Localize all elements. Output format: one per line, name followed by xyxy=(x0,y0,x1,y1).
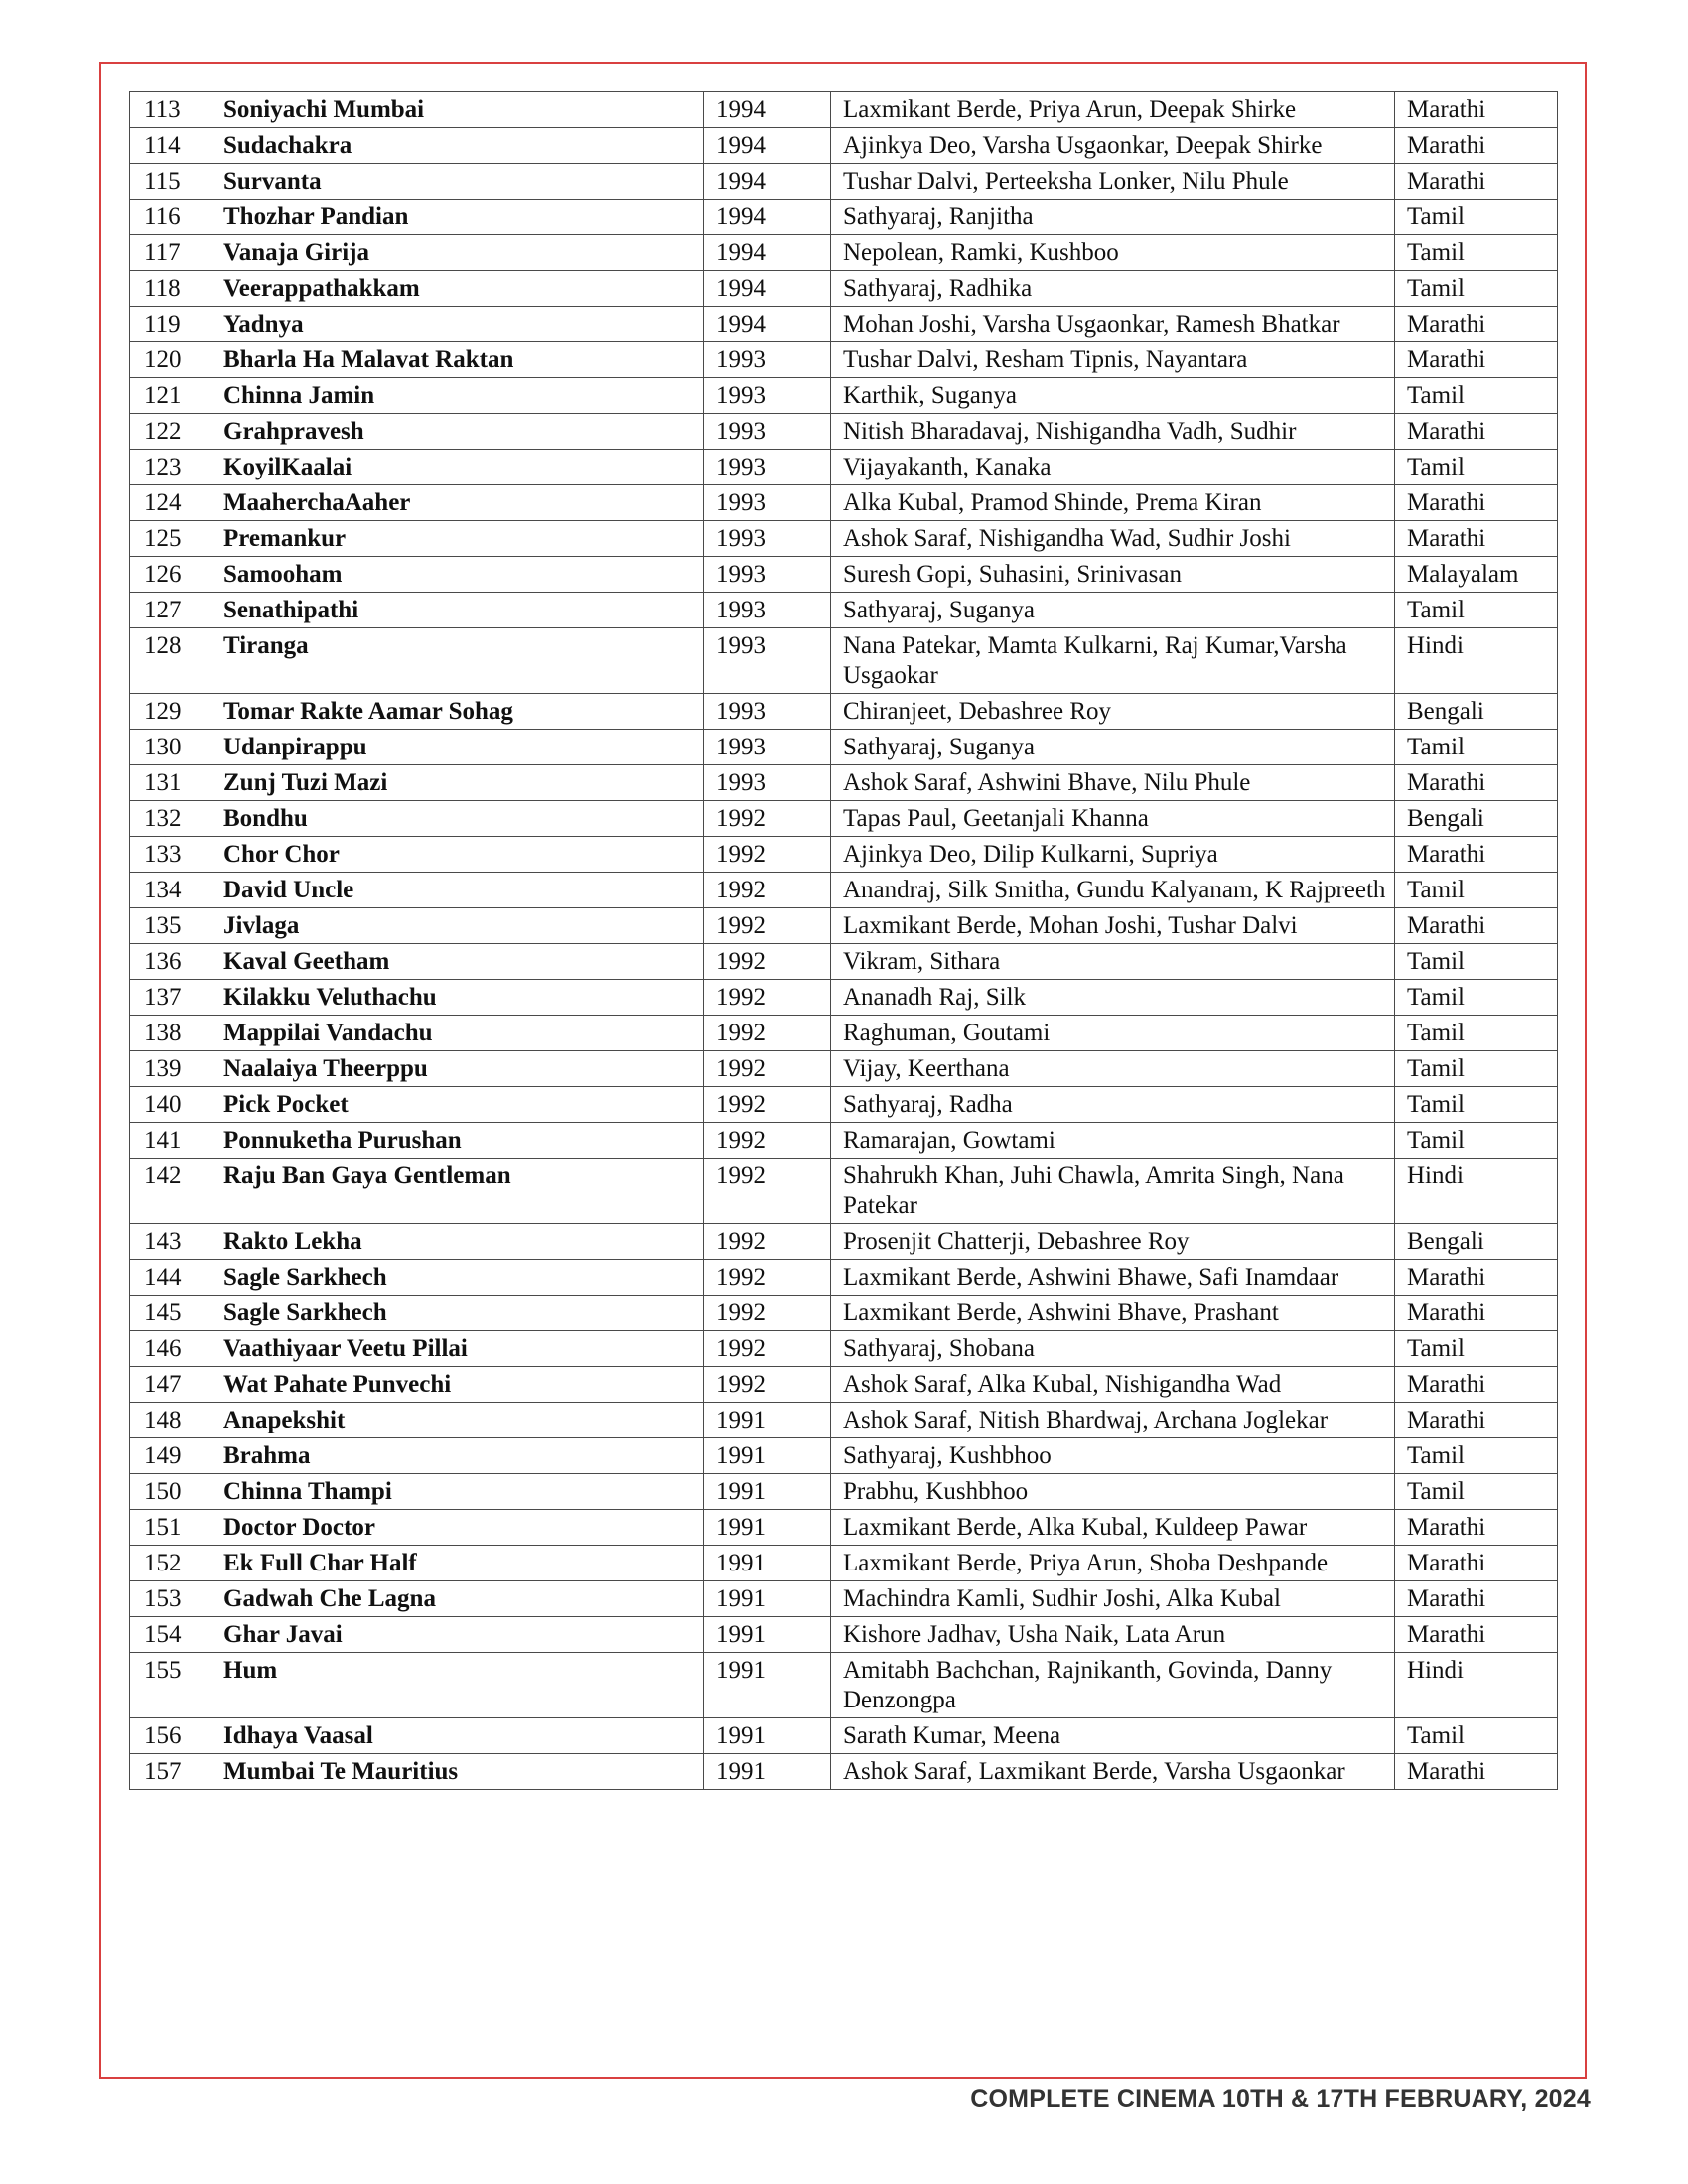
table-row xyxy=(130,1617,1558,1653)
cast-cell: Vijay, Keerthana xyxy=(831,1051,1395,1087)
cast-cell: Ashok Saraf, Nishigandha Wad, Sudhir Joshi xyxy=(831,521,1395,557)
table-row xyxy=(130,200,1558,235)
table-row xyxy=(130,1546,1558,1581)
serial-number-cell: 146 xyxy=(130,1331,211,1367)
language-cell: Tamil xyxy=(1395,980,1558,1016)
serial-number-cell: 154 xyxy=(130,1617,211,1653)
serial-number-cell: 147 xyxy=(130,1367,211,1403)
language-cell: Tamil xyxy=(1395,944,1558,980)
cast-cell: Kishore Jadhav, Usha Naik, Lata Arun xyxy=(831,1617,1395,1653)
serial-number-cell: 117 xyxy=(130,235,211,271)
release-year-cell: 1992 xyxy=(704,980,831,1016)
cast-cell: Machindra Kamli, Sudhir Joshi, Alka Kubal xyxy=(831,1581,1395,1617)
cast-cell: Sathyaraj, Suganya xyxy=(831,593,1395,628)
film-list-body xyxy=(130,92,1558,1790)
language-cell: Bengali xyxy=(1395,801,1558,837)
cast-cell: Sathyaraj, Shobana xyxy=(831,1331,1395,1367)
table-row xyxy=(130,92,1558,128)
table-row xyxy=(130,593,1558,628)
film-title-cell: Jivlaga xyxy=(211,908,704,944)
release-year-cell: 1992 xyxy=(704,908,831,944)
release-year-cell: 1992 xyxy=(704,1296,831,1331)
cast-cell: Laxmikant Berde, Priya Arun, Deepak Shirke xyxy=(831,92,1395,128)
language-cell: Tamil xyxy=(1395,271,1558,307)
language-cell: Hindi xyxy=(1395,1653,1558,1718)
language-cell: Tamil xyxy=(1395,1718,1558,1754)
table-row xyxy=(130,307,1558,342)
film-title-cell: Rakto Lekha xyxy=(211,1224,704,1260)
table-row xyxy=(130,128,1558,164)
cast-cell: Chiranjeet, Debashree Roy xyxy=(831,694,1395,730)
cast-cell: Prosenjit Chatterji, Debashree Roy xyxy=(831,1224,1395,1260)
language-cell: Marathi xyxy=(1395,164,1558,200)
table-row xyxy=(130,1123,1558,1159)
table-row xyxy=(130,1581,1558,1617)
release-year-cell: 1994 xyxy=(704,307,831,342)
language-cell: Marathi xyxy=(1395,1367,1558,1403)
table-row xyxy=(130,1510,1558,1546)
film-title-cell: Ghar Javai xyxy=(211,1617,704,1653)
cast-cell: Prabhu, Kushbhoo xyxy=(831,1474,1395,1510)
cast-cell: Laxmikant Berde, Mohan Joshi, Tushar Dalvi xyxy=(831,908,1395,944)
film-title-cell: Survanta xyxy=(211,164,704,200)
language-cell: Tamil xyxy=(1395,730,1558,765)
serial-number-cell: 140 xyxy=(130,1087,211,1123)
table-row xyxy=(130,1718,1558,1754)
cast-cell: Ananadh Raj, Silk xyxy=(831,980,1395,1016)
film-title-cell: Tiranga xyxy=(211,628,704,694)
serial-number-cell: 129 xyxy=(130,694,211,730)
serial-number-cell: 132 xyxy=(130,801,211,837)
serial-number-cell: 122 xyxy=(130,414,211,450)
publication-footer: COMPLETE CINEMA 10TH & 17TH FEBRUARY, 2024 xyxy=(970,2085,1591,2113)
cast-cell: Amitabh Bachchan, Rajnikanth, Govinda, Danny Denzongpa xyxy=(831,1653,1395,1718)
cast-cell: Sarath Kumar, Meena xyxy=(831,1718,1395,1754)
language-cell: Tamil xyxy=(1395,200,1558,235)
language-cell: Tamil xyxy=(1395,235,1558,271)
table-row xyxy=(130,164,1558,200)
serial-number-cell: 139 xyxy=(130,1051,211,1087)
cast-cell: Raghuman, Goutami xyxy=(831,1016,1395,1051)
cast-cell: Alka Kubal, Pramod Shinde, Prema Kiran xyxy=(831,485,1395,521)
serial-number-cell: 125 xyxy=(130,521,211,557)
table-row xyxy=(130,378,1558,414)
language-cell: Hindi xyxy=(1395,1159,1558,1224)
film-title-cell: Kaval Geetham xyxy=(211,944,704,980)
serial-number-cell: 130 xyxy=(130,730,211,765)
release-year-cell: 1993 xyxy=(704,521,831,557)
table-row xyxy=(130,1260,1558,1296)
film-list-table xyxy=(129,91,1558,1790)
serial-number-cell: 150 xyxy=(130,1474,211,1510)
serial-number-cell: 153 xyxy=(130,1581,211,1617)
serial-number-cell: 127 xyxy=(130,593,211,628)
serial-number-cell: 145 xyxy=(130,1296,211,1331)
table-row xyxy=(130,521,1558,557)
serial-number-cell: 151 xyxy=(130,1510,211,1546)
table-row xyxy=(130,271,1558,307)
cast-cell: Tushar Dalvi, Perteeksha Lonker, Nilu Phule xyxy=(831,164,1395,200)
cast-cell: Nana Patekar, Mamta Kulkarni, Raj Kumar,Varsha Usgaokar xyxy=(831,628,1395,694)
cast-cell: Ashok Saraf, Alka Kubal, Nishigandha Wad xyxy=(831,1367,1395,1403)
film-title-cell: Premankur xyxy=(211,521,704,557)
language-cell: Marathi xyxy=(1395,414,1558,450)
release-year-cell: 1993 xyxy=(704,450,831,485)
cast-cell: Ajinkya Deo, Varsha Usgaonkar, Deepak Shirke xyxy=(831,128,1395,164)
serial-number-cell: 124 xyxy=(130,485,211,521)
film-title-cell: KoyilKaalai xyxy=(211,450,704,485)
language-cell: Marathi xyxy=(1395,92,1558,128)
film-title-cell: Tomar Rakte Aamar Sohag xyxy=(211,694,704,730)
language-cell: Marathi xyxy=(1395,485,1558,521)
cast-cell: Laxmikant Berde, Alka Kubal, Kuldeep Pawar xyxy=(831,1510,1395,1546)
film-title-cell: Sudachakra xyxy=(211,128,704,164)
film-title-cell: Bharla Ha Malavat Raktan xyxy=(211,342,704,378)
cast-cell: Ramarajan, Gowtami xyxy=(831,1123,1395,1159)
release-year-cell: 1992 xyxy=(704,1123,831,1159)
serial-number-cell: 144 xyxy=(130,1260,211,1296)
cast-cell: Anandraj, Silk Smitha, Gundu Kalyanam, K Rajpreeth xyxy=(831,873,1395,908)
cast-cell: Tapas Paul, Geetanjali Khanna xyxy=(831,801,1395,837)
release-year-cell: 1991 xyxy=(704,1474,831,1510)
table-row xyxy=(130,765,1558,801)
table-row xyxy=(130,1474,1558,1510)
serial-number-cell: 134 xyxy=(130,873,211,908)
cast-cell: Laxmikant Berde, Ashwini Bhave, Prashant xyxy=(831,1296,1395,1331)
table-row xyxy=(130,1754,1558,1790)
serial-number-cell: 157 xyxy=(130,1754,211,1790)
serial-number-cell: 143 xyxy=(130,1224,211,1260)
language-cell: Tamil xyxy=(1395,1331,1558,1367)
release-year-cell: 1994 xyxy=(704,164,831,200)
cast-cell: Sathyaraj, Suganya xyxy=(831,730,1395,765)
film-title-cell: Sagle Sarkhech xyxy=(211,1260,704,1296)
serial-number-cell: 116 xyxy=(130,200,211,235)
serial-number-cell: 148 xyxy=(130,1403,211,1438)
cast-cell: Vijayakanth, Kanaka xyxy=(831,450,1395,485)
release-year-cell: 1991 xyxy=(704,1718,831,1754)
language-cell: Tamil xyxy=(1395,1051,1558,1087)
table-row xyxy=(130,980,1558,1016)
language-cell: Tamil xyxy=(1395,593,1558,628)
cast-cell: Ashok Saraf, Laxmikant Berde, Varsha Usgaonkar xyxy=(831,1754,1395,1790)
film-title-cell: Bondhu xyxy=(211,801,704,837)
serial-number-cell: 137 xyxy=(130,980,211,1016)
release-year-cell: 1993 xyxy=(704,593,831,628)
serial-number-cell: 152 xyxy=(130,1546,211,1581)
language-cell: Marathi xyxy=(1395,128,1558,164)
film-title-cell: MaaherchaAaher xyxy=(211,485,704,521)
release-year-cell: 1993 xyxy=(704,694,831,730)
film-title-cell: Samooham xyxy=(211,557,704,593)
cast-cell: Nepolean, Ramki, Kushboo xyxy=(831,235,1395,271)
release-year-cell: 1991 xyxy=(704,1403,831,1438)
film-title-cell: Chor Chor xyxy=(211,837,704,873)
language-cell: Marathi xyxy=(1395,765,1558,801)
film-title-cell: Idhaya Vaasal xyxy=(211,1718,704,1754)
table-row xyxy=(130,1087,1558,1123)
serial-number-cell: 118 xyxy=(130,271,211,307)
table-row xyxy=(130,1367,1558,1403)
table-row xyxy=(130,414,1558,450)
table-row xyxy=(130,801,1558,837)
film-title-cell: Wat Pahate Punvechi xyxy=(211,1367,704,1403)
language-cell: Marathi xyxy=(1395,1403,1558,1438)
serial-number-cell: 128 xyxy=(130,628,211,694)
film-title-cell: Soniyachi Mumbai xyxy=(211,92,704,128)
film-title-cell: Anapekshit xyxy=(211,1403,704,1438)
release-year-cell: 1992 xyxy=(704,837,831,873)
cast-cell: Laxmikant Berde, Ashwini Bhawe, Safi Inamdaar xyxy=(831,1260,1395,1296)
film-title-cell: Naalaiya Theerppu xyxy=(211,1051,704,1087)
language-cell: Marathi xyxy=(1395,521,1558,557)
release-year-cell: 1993 xyxy=(704,628,831,694)
film-title-cell: Sagle Sarkhech xyxy=(211,1296,704,1331)
release-year-cell: 1993 xyxy=(704,378,831,414)
release-year-cell: 1993 xyxy=(704,765,831,801)
release-year-cell: 1993 xyxy=(704,485,831,521)
language-cell: Marathi xyxy=(1395,1510,1558,1546)
cast-cell: Sathyaraj, Kushbhoo xyxy=(831,1438,1395,1474)
table-row xyxy=(130,1016,1558,1051)
film-title-cell: Yadnya xyxy=(211,307,704,342)
film-title-cell: David Uncle xyxy=(211,873,704,908)
table-row xyxy=(130,730,1558,765)
language-cell: Hindi xyxy=(1395,628,1558,694)
film-title-cell: Raju Ban Gaya Gentleman xyxy=(211,1159,704,1224)
table-row xyxy=(130,557,1558,593)
table-row xyxy=(130,873,1558,908)
release-year-cell: 1992 xyxy=(704,1159,831,1224)
release-year-cell: 1994 xyxy=(704,235,831,271)
cast-cell: Sathyaraj, Ranjitha xyxy=(831,200,1395,235)
release-year-cell: 1991 xyxy=(704,1510,831,1546)
cast-cell: Ashok Saraf, Nitish Bhardwaj, Archana Joglekar xyxy=(831,1403,1395,1438)
language-cell: Marathi xyxy=(1395,908,1558,944)
cast-cell: Sathyaraj, Radha xyxy=(831,1087,1395,1123)
language-cell: Bengali xyxy=(1395,694,1558,730)
film-title-cell: Hum xyxy=(211,1653,704,1718)
release-year-cell: 1992 xyxy=(704,873,831,908)
language-cell: Marathi xyxy=(1395,1296,1558,1331)
language-cell: Tamil xyxy=(1395,1087,1558,1123)
film-title-cell: Brahma xyxy=(211,1438,704,1474)
release-year-cell: 1991 xyxy=(704,1546,831,1581)
film-title-cell: Doctor Doctor xyxy=(211,1510,704,1546)
table-row xyxy=(130,628,1558,694)
release-year-cell: 1991 xyxy=(704,1754,831,1790)
serial-number-cell: 126 xyxy=(130,557,211,593)
film-title-cell: Pick Pocket xyxy=(211,1087,704,1123)
release-year-cell: 1994 xyxy=(704,200,831,235)
serial-number-cell: 121 xyxy=(130,378,211,414)
release-year-cell: 1992 xyxy=(704,944,831,980)
language-cell: Marathi xyxy=(1395,1617,1558,1653)
serial-number-cell: 138 xyxy=(130,1016,211,1051)
film-title-cell: Mappilai Vandachu xyxy=(211,1016,704,1051)
language-cell: Marathi xyxy=(1395,1546,1558,1581)
language-cell: Tamil xyxy=(1395,1474,1558,1510)
table-row xyxy=(130,1051,1558,1087)
language-cell: Bengali xyxy=(1395,1224,1558,1260)
film-title-cell: Senathipathi xyxy=(211,593,704,628)
release-year-cell: 1994 xyxy=(704,271,831,307)
release-year-cell: 1992 xyxy=(704,1367,831,1403)
release-year-cell: 1992 xyxy=(704,1051,831,1087)
release-year-cell: 1994 xyxy=(704,128,831,164)
release-year-cell: 1992 xyxy=(704,1224,831,1260)
release-year-cell: 1993 xyxy=(704,342,831,378)
film-title-cell: Zunj Tuzi Mazi xyxy=(211,765,704,801)
serial-number-cell: 136 xyxy=(130,944,211,980)
release-year-cell: 1993 xyxy=(704,557,831,593)
table-row xyxy=(130,908,1558,944)
serial-number-cell: 115 xyxy=(130,164,211,200)
language-cell: Marathi xyxy=(1395,307,1558,342)
table-row xyxy=(130,1331,1558,1367)
table-row xyxy=(130,837,1558,873)
serial-number-cell: 141 xyxy=(130,1123,211,1159)
release-year-cell: 1992 xyxy=(704,1331,831,1367)
film-title-cell: Mumbai Te Mauritius xyxy=(211,1754,704,1790)
film-title-cell: Veerappathakkam xyxy=(211,271,704,307)
language-cell: Tamil xyxy=(1395,873,1558,908)
serial-number-cell: 113 xyxy=(130,92,211,128)
table-row xyxy=(130,694,1558,730)
language-cell: Marathi xyxy=(1395,1581,1558,1617)
table-row xyxy=(130,1403,1558,1438)
serial-number-cell: 133 xyxy=(130,837,211,873)
cast-cell: Tushar Dalvi, Resham Tipnis, Nayantara xyxy=(831,342,1395,378)
serial-number-cell: 131 xyxy=(130,765,211,801)
film-title-cell: Ponnuketha Purushan xyxy=(211,1123,704,1159)
language-cell: Tamil xyxy=(1395,450,1558,485)
release-year-cell: 1993 xyxy=(704,730,831,765)
release-year-cell: 1992 xyxy=(704,1016,831,1051)
language-cell: Marathi xyxy=(1395,1754,1558,1790)
serial-number-cell: 142 xyxy=(130,1159,211,1224)
table-row xyxy=(130,1438,1558,1474)
release-year-cell: 1992 xyxy=(704,1087,831,1123)
film-title-cell: Thozhar Pandian xyxy=(211,200,704,235)
release-year-cell: 1992 xyxy=(704,1260,831,1296)
release-year-cell: 1994 xyxy=(704,92,831,128)
film-title-cell: Kilakku Veluthachu xyxy=(211,980,704,1016)
serial-number-cell: 156 xyxy=(130,1718,211,1754)
language-cell: Marathi xyxy=(1395,1260,1558,1296)
table-row xyxy=(130,342,1558,378)
film-title-cell: Gadwah Che Lagna xyxy=(211,1581,704,1617)
serial-number-cell: 120 xyxy=(130,342,211,378)
film-title-cell: Chinna Jamin xyxy=(211,378,704,414)
cast-cell: Sathyaraj, Radhika xyxy=(831,271,1395,307)
cast-cell: Laxmikant Berde, Priya Arun, Shoba Deshpande xyxy=(831,1546,1395,1581)
cast-cell: Nitish Bharadavaj, Nishigandha Vadh, Sudhir xyxy=(831,414,1395,450)
release-year-cell: 1993 xyxy=(704,414,831,450)
table-row xyxy=(130,1296,1558,1331)
release-year-cell: 1991 xyxy=(704,1617,831,1653)
cast-cell: Shahrukh Khan, Juhi Chawla, Amrita Singh, Nana Patekar xyxy=(831,1159,1395,1224)
film-title-cell: Vanaja Girija xyxy=(211,235,704,271)
cast-cell: Ajinkya Deo, Dilip Kulkarni, Supriya xyxy=(831,837,1395,873)
language-cell: Marathi xyxy=(1395,837,1558,873)
serial-number-cell: 114 xyxy=(130,128,211,164)
table-row xyxy=(130,235,1558,271)
table-row xyxy=(130,944,1558,980)
film-title-cell: Udanpirappu xyxy=(211,730,704,765)
cast-cell: Karthik, Suganya xyxy=(831,378,1395,414)
film-title-cell: Vaathiyaar Veetu Pillai xyxy=(211,1331,704,1367)
language-cell: Tamil xyxy=(1395,1438,1558,1474)
film-title-cell: Chinna Thampi xyxy=(211,1474,704,1510)
table-row xyxy=(130,485,1558,521)
serial-number-cell: 119 xyxy=(130,307,211,342)
table-row xyxy=(130,450,1558,485)
release-year-cell: 1991 xyxy=(704,1438,831,1474)
table-row xyxy=(130,1224,1558,1260)
table-row xyxy=(130,1653,1558,1718)
cast-cell: Mohan Joshi, Varsha Usgaonkar, Ramesh Bhatkar xyxy=(831,307,1395,342)
release-year-cell: 1992 xyxy=(704,801,831,837)
film-title-cell: Grahpravesh xyxy=(211,414,704,450)
table-row xyxy=(130,1159,1558,1224)
language-cell: Malayalam xyxy=(1395,557,1558,593)
language-cell: Tamil xyxy=(1395,378,1558,414)
serial-number-cell: 135 xyxy=(130,908,211,944)
serial-number-cell: 149 xyxy=(130,1438,211,1474)
release-year-cell: 1991 xyxy=(704,1581,831,1617)
cast-cell: Vikram, Sithara xyxy=(831,944,1395,980)
language-cell: Tamil xyxy=(1395,1016,1558,1051)
cast-cell: Ashok Saraf, Ashwini Bhave, Nilu Phule xyxy=(831,765,1395,801)
cast-cell: Suresh Gopi, Suhasini, Srinivasan xyxy=(831,557,1395,593)
serial-number-cell: 155 xyxy=(130,1653,211,1718)
language-cell: Tamil xyxy=(1395,1123,1558,1159)
language-cell: Marathi xyxy=(1395,342,1558,378)
film-title-cell: Ek Full Char Half xyxy=(211,1546,704,1581)
release-year-cell: 1991 xyxy=(704,1653,831,1718)
serial-number-cell: 123 xyxy=(130,450,211,485)
